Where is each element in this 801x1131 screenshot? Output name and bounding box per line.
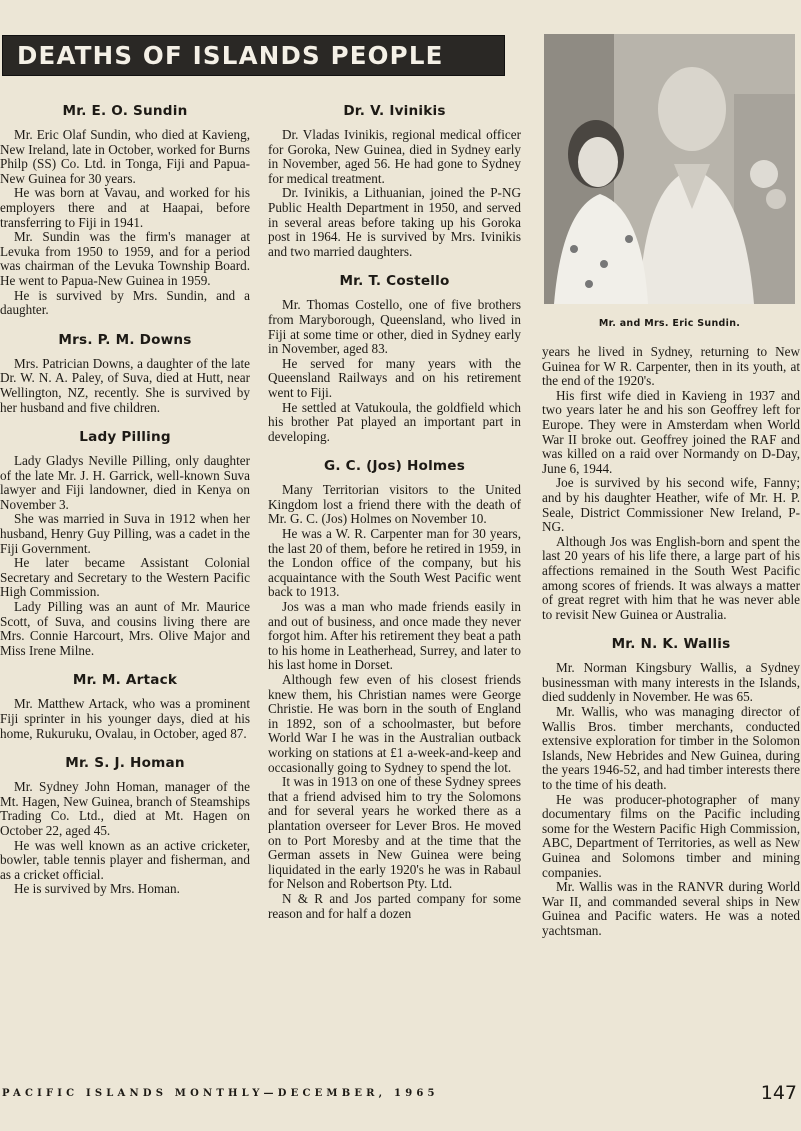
obituary-paragraph: Mr. Norman Kingsbury Wallis, a Sydney businessman with many interests in the Islands, died suddenly in November. He was 65. <box>542 660 800 705</box>
obituary-paragraph: She was married in Suva in 1912 when her husband, Henry Guy Pilling, was a cadet in the Fiji Government. <box>0 511 250 556</box>
photo-illustration <box>544 34 795 304</box>
obituary-heading: Mrs. P. M. Downs <box>58 331 192 348</box>
page-title: DEATHS OF ISLANDS PEOPLE <box>17 41 444 70</box>
couple-portrait-photo <box>544 34 795 304</box>
obituary-pilling <box>0 429 250 658</box>
obituary-paragraph: He served for many years with the Queensland Railways and on his retirement went to Fiji. <box>268 355 521 400</box>
obituary-sundin <box>0 103 250 318</box>
obituary-paragraph: N & R and Jos parted company for some reason and for half a dozen <box>268 890 521 921</box>
obituary-paragraph: Lady Gladys Neville Pilling, only daughter of the late Mr. J. H. Garrick, well-known Suva lawyer and Fiji landowner, died in Kenya on November 3. <box>0 453 250 512</box>
obituary-paragraph: Although few even of his closest friends knew them, his Christian names were George Christie. He was born in the south of England in 1892, son of a schoolmaster, but before World War I he was in the Australian outback working on stations at £1 a-week-and-keep and occasionally going to Sydney to spend the lot. <box>268 672 521 775</box>
obituary-paragraph: He is survived by Mrs. Homan. <box>14 881 180 897</box>
obituary-heading: Mr. E. O. Sundin <box>62 103 188 119</box>
obituary-paragraph: Jos was a man who made friends easily in and out of business, and once made they never forgot him. After his retirement they beat a path to his home in Leatherhead, Surrey, and later to his last home in Dorset. <box>268 599 521 673</box>
obituary-paragraph: Mr. Wallis was in the RANVR during World War II, and commanded several ships in New Guinea and Pacific waters. He was a noted yachtsman. <box>542 879 800 938</box>
obituary-artack <box>0 672 250 741</box>
obituary-paragraph: Dr. Vladas Ivinikis, regional medical officer for Goroka, New Guinea, died in Sydney early in November, aged 56. He had gone to Sydney for medical treatment. <box>268 127 521 186</box>
obituary-paragraph: Mr. Sydney John Homan, manager of the Mt. Hagen, New Guinea, branch of Steamships Trading Co. Ltd., died at Mt. Hagen on October 22, aged 45. <box>0 779 250 838</box>
obituary-homan <box>0 755 250 897</box>
obituary-paragraph: Mr. Matthew Artack, who was a prominent Fiji sprinter in his younger days, died at his home, Rukuruku, Ovalau, in October, aged 87. <box>0 696 250 741</box>
obituary-heading: G. C. (Jos) Holmes <box>323 458 466 475</box>
obituary-paragraph: Mrs. Patrician Downs, a daughter of the late Dr. W. N. A. Paley, of Suva, died at Hutt, near Wellington, NZ, recently. She is survived by her husband and five children. <box>0 355 250 415</box>
column-2 <box>268 92 521 921</box>
obituary-paragraph: Lady Pilling was an aunt of Mr. Maurice Scott, of Suva, and cousins living there are Mrs. Connie Harcourt, Mrs. Olive Major and Miss Irene Milne. <box>0 599 250 658</box>
photo-caption: Mr. and Mrs. Eric Sundin. <box>598 318 741 329</box>
obituary-paragraph: Dr. Ivinikis, a Lithuanian, joined the P-NG Public Health Department in 1950, and served in several areas before taking up his Goroka post in 1964. He is survived by Mrs. Ivinikis and two married daughters. <box>268 185 521 259</box>
column-1 <box>0 92 250 897</box>
page-footer: PACIFIC ISLANDS MONTHLY—DECEMBER, 1965 <box>2 1088 439 1099</box>
obituary-heading: Dr. V. Ivinikis <box>343 103 446 119</box>
obituary-heading: Mr. T. Costello <box>339 273 450 290</box>
obituary-wallis <box>542 636 800 938</box>
obituary-downs <box>0 332 250 415</box>
obituary-paragraph: He was a W. R. Carpenter man for 30 years, the last 20 of them, before he retired in 1959, in the London office of the company, but his acquaintance with the South West Pacific went back to 1913. <box>268 526 521 600</box>
obituary-paragraph: He later became Assistant Colonial Secretary and Secretary to the Western Pacific High Commission. <box>0 555 250 600</box>
obituary-heading: Mr. S. J. Homan <box>65 755 185 772</box>
obituary-paragraph: He was born at Vavau, and worked for his employers there and at Haapai, before transferring to Fiji in 1941. <box>0 185 250 230</box>
obituary-paragraph: Mr. Sundin was the firm's manager at Levuka from 1950 to 1959, and for a period was chairman of the Levuka Township Board. He went to Papua-New Guinea in 1959. <box>0 229 250 288</box>
page-number: 147 <box>760 1082 797 1104</box>
obituary-paragraph: Mr. Wallis, who was managing director of Wallis Bros. timber merchants, conducted extensive exploration for timber in the Solomon Islands, New Hebrides and New Guinea, during the years 1946-52, and had timber interests there to the time of his death. <box>542 704 800 793</box>
column-3 <box>542 345 800 939</box>
obituary-holmes-continued <box>542 345 800 622</box>
obituary-paragraph: He was well known as an active cricketer, bowler, table tennis player and fisherman, and as a cricket official. <box>0 837 250 882</box>
obituary-paragraph: Joe is survived by his second wife, Fanny; and by his daughter Heather, wife of Mr. H. P. Seale, District Commissioner New Ireland, P-NG. <box>542 475 800 535</box>
obituary-holmes <box>268 458 521 921</box>
page-banner <box>2 35 505 76</box>
obituary-paragraph: Mr. Thomas Costello, one of five brothers from Maryborough, Queensland, who lived in Fiji at some time or other, died in Sydney early in November, aged 83. <box>268 297 521 357</box>
obituary-heading: Mr. N. K. Wallis <box>611 636 731 653</box>
obituary-ivinikis <box>268 103 521 259</box>
obituary-paragraph: He settled at Vatukoula, the goldfield which his brother Pat played an important part in developing. <box>268 399 521 444</box>
obituary-paragraph: It was in 1913 on one of these Sydney sprees that a friend advised him to try the Solomons and for several years he worked there as a plantation overseer for Lever Bros. He moved on to Port Moresby and at the time that the German assets in New Guinea were being liquidated in the early 1920's he was in Rabaul for Nelson and Robertson Pty. Ltd. <box>268 774 521 892</box>
obituary-paragraph: Mr. Eric Olaf Sundin, who died at Kavieng, New Ireland, late in October, worked for Burns Philp (SS) Co. Ltd. in Tonga, Fiji and Papua-New Guinea for 30 years. <box>0 127 250 186</box>
obituary-paragraph: His first wife died in Kavieng in 1937 and two years later he and his son Geoffrey left for Europe. They were in Amsterdam when World War II broke out. Geoffrey joined the RAF and was killed on a raid over Normandy on D-Day, June 6, 1944. <box>542 387 800 476</box>
obituary-paragraph: He is survived by Mrs. Sundin, and a daughter. <box>0 287 250 318</box>
obituary-heading: Mr. M. Artack <box>72 672 178 689</box>
obituary-paragraph: years he lived in Sydney, returning to New Guinea for W R. Carpenter, then in its youth, at the end of the 1920's. <box>542 344 800 389</box>
obituary-paragraph: Although Jos was English-born and spent the last 20 years of his life there, a large part of his affections remained in the South West Pacific among scores of friends. It was always a matter of great regret with him that he was never able to revisit New Guinea or Australia. <box>542 533 800 622</box>
obituary-costello <box>268 273 521 444</box>
obituary-heading: Lady Pilling <box>79 429 171 446</box>
obituary-paragraph: He was producer-photographer of many documentary films on the Pacific including some for the Western Pacific High Commission, ABC, Department of Territories, as well as New Guinea and Solomons timber and mining companies. <box>542 791 800 880</box>
obituary-paragraph: Many Territorian visitors to the United Kingdom lost a friend there with the death of Mr. G. C. (Jos) Holmes on November 10. <box>268 482 521 527</box>
